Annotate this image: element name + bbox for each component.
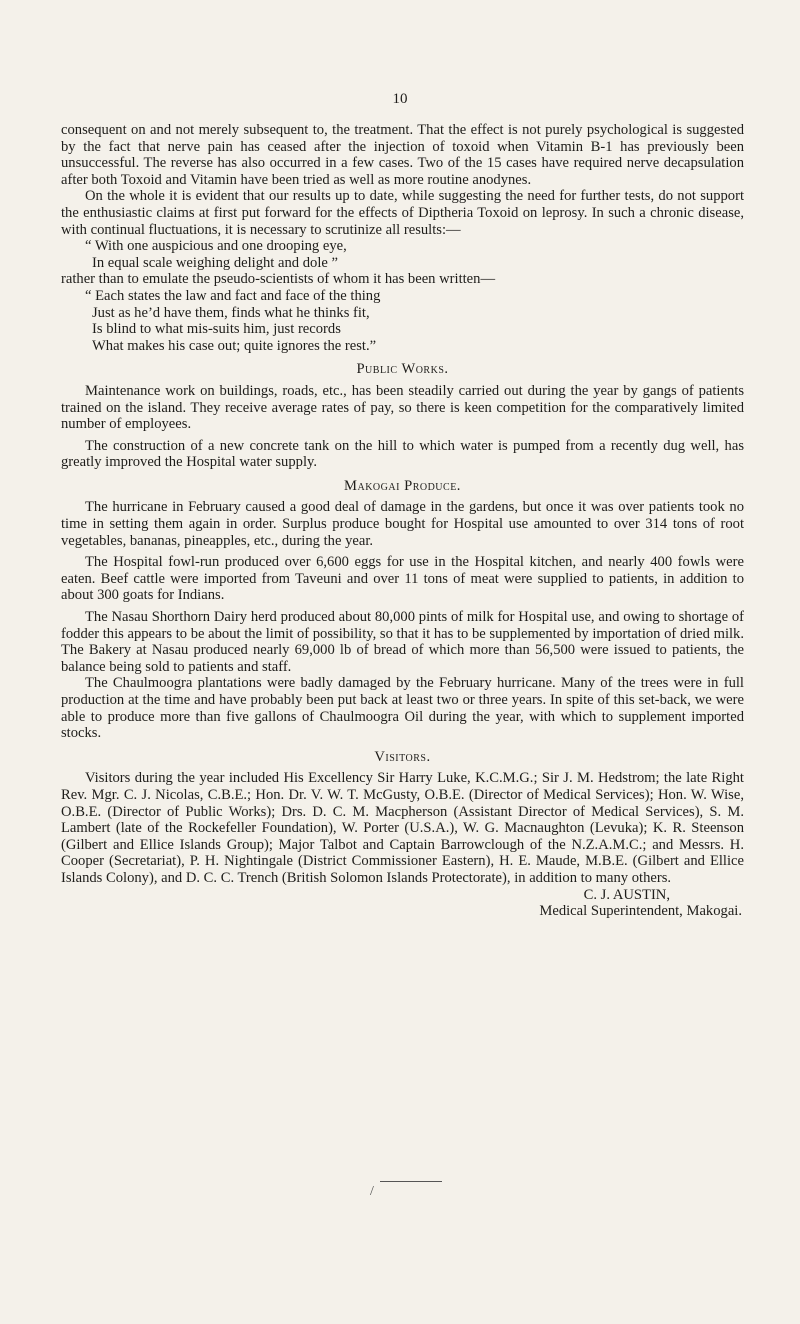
verse-line: “ Each states the law and fact and face of the thing	[85, 287, 381, 304]
verse-line: “ With one auspicious and one drooping eye,	[85, 238, 347, 255]
signature-title: Medical Superintendent, Makogai.	[539, 903, 742, 920]
heading-public-works: Public Works.	[356, 361, 449, 378]
report-body	[61, 122, 744, 920]
paragraph-fowl-run: The Hospital fowl-run produced over 6,600 eggs for use in the Hospital kitchen, and nearly 400 fowls were eaten. Beef cattle were imported from Taveuni and over 11 tons of meat were supplied to patients, in addition to about 300 goats for Indians.	[61, 554, 744, 604]
paragraph-hurricane: The hurricane in February caused a good deal of damage in the gardens, but once it was over patients took no time in setting them again in order. Surplus produce bought for Hospital use amounted to over 314 tons of root vegetables, bananas, pineapples, etc., during the year.	[61, 499, 744, 549]
verse-line: Just as he’d have them, finds what he thinks fit,	[92, 304, 370, 321]
paragraph-rather: rather than to emulate the pseudo-scientists of whom it has been written—	[61, 271, 496, 288]
paragraph-tank: The construction of a new concrete tank on the hill to which water is pumped from a recently dug well, has greatly improved the Hospital water supply.	[61, 437, 744, 471]
verse-line: What makes his case out; quite ignores the rest.”	[92, 337, 377, 354]
quotation-verse-2	[85, 288, 744, 354]
heading-makogai-produce: Makogai Produce.	[344, 477, 461, 494]
divider-line	[380, 1181, 442, 1182]
heading-visitors: Visitors.	[374, 748, 431, 765]
page-number: 10	[392, 91, 408, 107]
verse-line: In equal scale weighing delight and dole ”	[92, 254, 338, 271]
stray-mark: /	[370, 1184, 374, 1199]
quotation-verse-1	[85, 238, 744, 271]
paragraph-dairy: The Nasau Shorthorn Dairy herd produced about 80,000 pints of milk for Hospital use, and owing to shortage of fodder this appears to be about the limit of possibility, so that it has to be supplemented by importation of dried milk. The Bakery at Nasau produced nearly 69,000 lb of bread of which more than 56,500 were issued to patients, the balance being sold to patients and staff.	[61, 609, 744, 675]
verse-line: Is blind to what mis-suits him, just records	[92, 321, 341, 338]
paragraph-maintenance: Maintenance work on buildings, roads, etc., has been steadily carried out during the year by gangs of patients trained on the island. They receive average rates of pay, so there is keen competition for the comparatively limited number of employees.	[61, 382, 744, 433]
paragraph-treatment: consequent on and not merely subsequent to, the treatment. That the effect is not purely psychological is suggested by the fact that nerve pain has ceased after the injection of toxoid when Vitamin B-1 has previously been unsuccessful. The reverse has also occurred in a few cases. Two of the 15 cases have required nerve decapsulation after both Toxoid and Vitamin have been tried as well as more routine anodynes.	[61, 122, 744, 188]
signature-block	[61, 887, 744, 920]
paragraph-on-the-whole: On the whole it is evident that our results up to date, while suggesting the need for further tests, do not support the enthusiastic claims at first put forward for the effects of Diptheria Toxoid on leprosy. In such a chronic disease, with continual fluctuations, it is necessary to scrutinize all results:—	[61, 188, 744, 238]
paragraph-chaulmoogra: The Chaulmoogra plantations were badly damaged by the February hurricane. Many of the trees were in full production at the time and have probably been put back at least two or three years. In spite of this set-back, we were able to produce more than five gallons of Chaulmoogra Oil during the year, with which to supplement imported stocks.	[61, 675, 744, 742]
paragraph-visitors: Visitors during the year included His Excellency Sir Harry Luke, K.C.M.G.; Sir J. M. Hedstrom; the late Right Rev. Mgr. C. J. Nicolas, C.B.E.; Hon. Dr. V. W. T. McGusty, O.B.E. (Director of Medical Services); Hon. W. Wise, O.B.E. (Director of Public Works); Drs. D. C. M. Macpherson (Assistant Director of Medical Services), S. M. Lambert (late of the Rockefeller Foundation), W. Porter (U.S.A.), W. G. Macnaughton (Levuka); K. R. Steenson (Gilbert and Ellice Islands Group); Major Talbot and Captain Barrowclough of the N.Z.A.M.C.; and Messrs. H. Cooper (Secretariat), P. H. Nightingale (District Commissioner Eastern), H. E. Maude, M.B.E. (Gilbert and Ellice Islands Colony), and D. C. C. Trench (British Solomon Islands Protectorate), in addition to many others.	[61, 770, 744, 886]
signature-name: C. J. AUSTIN,	[583, 886, 670, 903]
